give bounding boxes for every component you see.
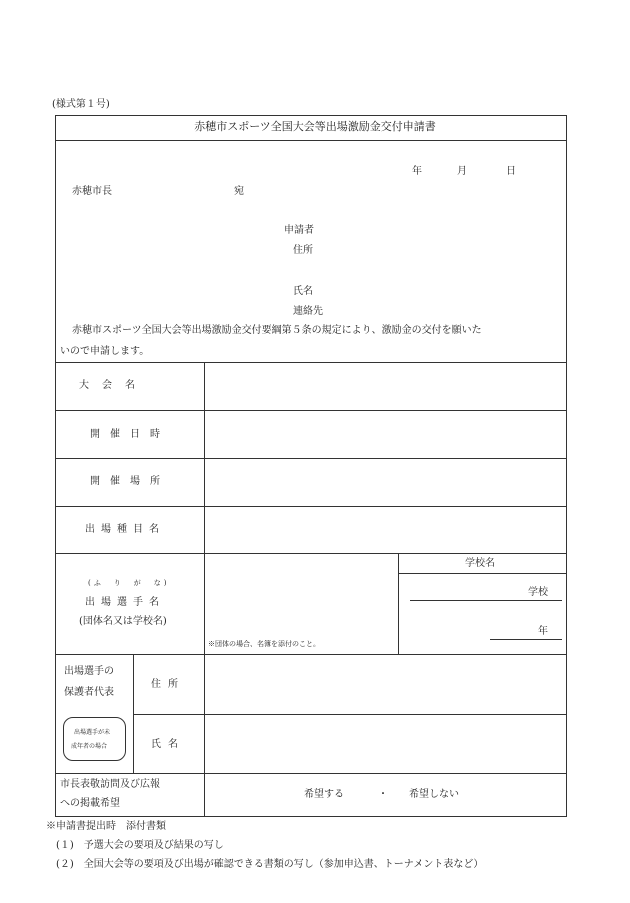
statement-line2: いので申請します。 — [60, 346, 150, 357]
school-suffix: 学校 — [528, 587, 548, 598]
column-divider — [204, 773, 205, 817]
minor-note-line1: 出場選手が未 — [74, 729, 111, 736]
guardian-label-line1: 出場選手の — [64, 666, 114, 677]
applicant-name-label: 氏名 — [293, 286, 313, 297]
applicant-address-label: 住所 — [293, 245, 313, 256]
option-no[interactable]: 希望しない — [409, 789, 459, 800]
form-number: (様式第１号) — [52, 99, 110, 110]
minor-note-bracket — [63, 717, 126, 761]
applicant-contact-label: 連絡先 — [293, 306, 323, 317]
event-datetime-field[interactable] — [205, 411, 566, 458]
guardian-name-label: 氏名 — [151, 739, 185, 750]
date-year-label: 年 — [412, 166, 422, 177]
date-day-label: 日 — [506, 166, 516, 177]
guardian-address-label: 住所 — [151, 679, 185, 690]
column-divider — [398, 553, 399, 654]
furigana-label: (ふ り が な) — [88, 579, 170, 587]
tournament-name-field[interactable] — [205, 363, 566, 410]
event-category-field[interactable] — [205, 507, 566, 553]
option-yes[interactable]: 希望する — [304, 789, 344, 800]
form-title: 赤穂市スポーツ全国大会等出場激励金交付申請書 — [194, 120, 436, 133]
statement-line1: 赤穂市スポーツ全国大会等出場激励金交付要綱第５条の規定により、激励金の交付を願いた — [72, 325, 482, 336]
divider — [55, 140, 567, 141]
addressee-suffix: 宛 — [234, 186, 244, 197]
attachment-item-1: (１) 予選大会の要項及び結果の写し — [56, 840, 224, 851]
roster-note: ※団体の場合、名簿を添付のこと。 — [208, 640, 320, 648]
attachments-header: ※申請書提出時 添付書類 — [46, 821, 166, 832]
minor-note-line2: 成年者の場合 — [71, 743, 108, 750]
event-datetime-label: 開催日時 — [90, 429, 170, 440]
publicity-label-line2: への掲載希望 — [60, 798, 120, 809]
school-underline — [410, 600, 562, 601]
applicant-label: 申請者 — [284, 225, 314, 236]
attachment-item-2: (２) 全国大会等の要項及び出場が確認できる書類の写し（参加申込書、トーナメント表など） — [56, 859, 484, 870]
event-venue-label: 開催場所 — [90, 476, 170, 487]
event-category-label: 出場種目名 — [85, 524, 165, 535]
date-month-label: 月 — [457, 166, 467, 177]
school-name-header: 学校名 — [465, 558, 495, 569]
divider — [398, 573, 567, 574]
addressee-name: 赤穂市長 — [72, 186, 112, 197]
grade-suffix: 年 — [538, 626, 548, 637]
player-name-field[interactable] — [205, 554, 398, 634]
guardian-address-field[interactable] — [205, 655, 566, 714]
grade-underline — [490, 639, 562, 640]
player-name-sublabel: (団体名又は学校名) — [79, 616, 167, 627]
guardian-label-line2: 保護者代表 — [64, 687, 114, 698]
event-venue-field[interactable] — [205, 459, 566, 506]
grade-field[interactable] — [490, 612, 560, 636]
tournament-name-label: 大会名 — [79, 380, 148, 391]
player-name-label: 出場選手名 — [85, 597, 165, 608]
divider — [55, 773, 567, 774]
option-separator: ・ — [378, 789, 388, 800]
guardian-name-field[interactable] — [205, 715, 566, 772]
publicity-label-line1: 市長表敬訪問及び広報 — [60, 779, 160, 790]
